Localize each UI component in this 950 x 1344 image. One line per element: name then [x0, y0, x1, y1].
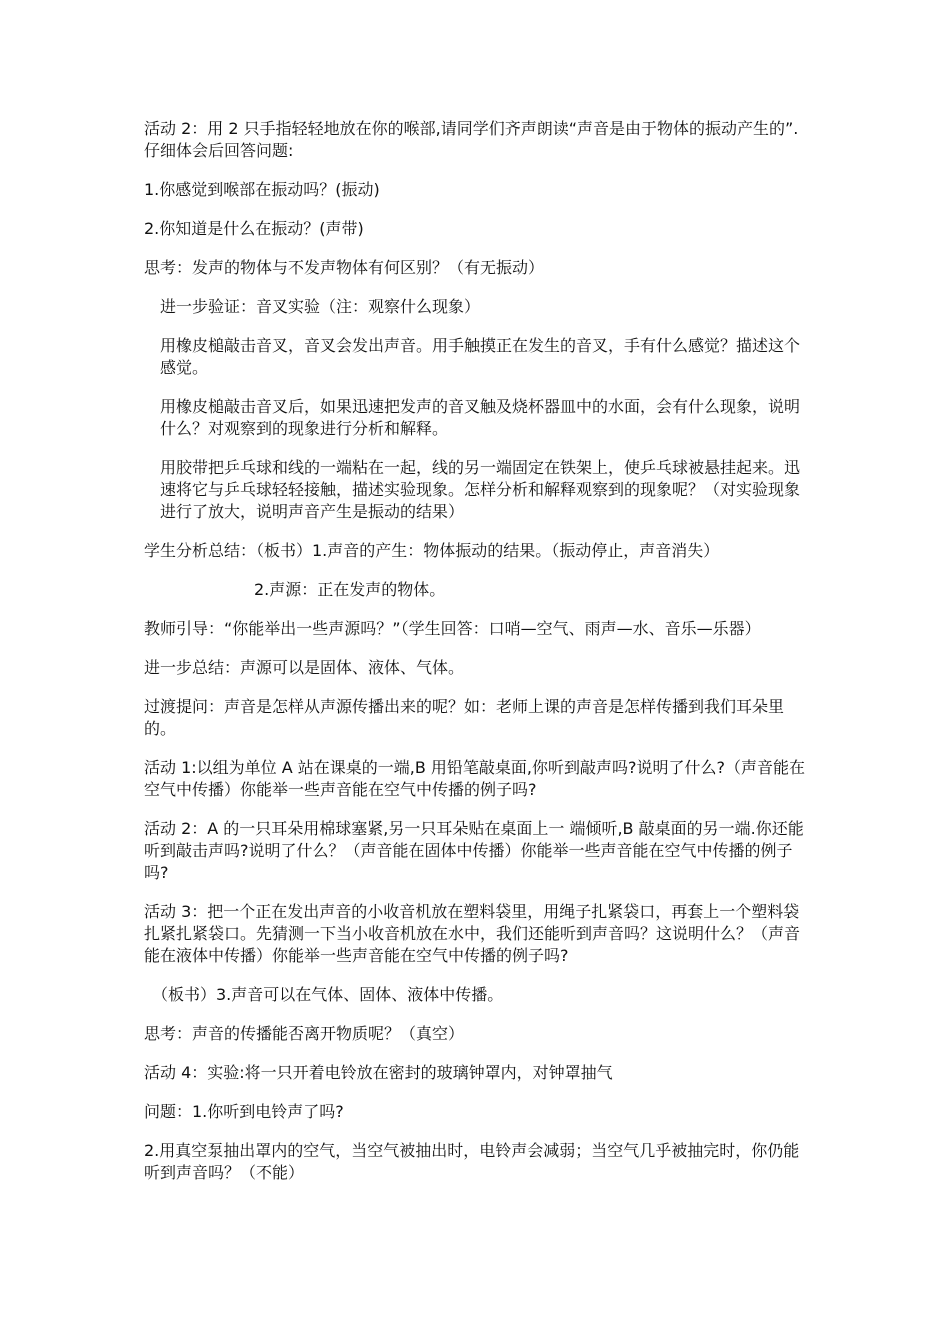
- paragraph-further-summary: 进一步总结：声源可以是固体、液体、气体。: [144, 658, 465, 677]
- paragraph-tuning-fork-water: 用橡皮槌敲击音叉后，如果迅速把发声的音叉触及烧杯器皿中的水面，会有什么现象，说明什么？对观察到的现象进行分析和解释。: [160, 397, 801, 438]
- paragraph-activity-2-intro: 活动 2：用 2 只手指轻轻地放在你的喉部,请同学们齐声朗读“声音是由于物体的振动产生的”.仔细体会后回答问题:: [144, 119, 799, 160]
- paragraph-teacher-guide: 教师引导：“你能举出一些声源吗？”（学生回答：口哨—空气、雨声—水、音乐—乐器）: [144, 619, 761, 638]
- paragraph-think-difference: 思考：发声的物体与不发声物体有何区别？（有无振动）: [144, 258, 545, 277]
- paragraph-activity-3-liquid: 活动 3：把一个正在发出声音的小收音机放在塑料袋里，用绳子扎紧袋口，再套上一个塑料袋扎紧扎紧袋口。先猜测一下当小收音机放在水中，我们还能听到声音吗？这说明什么？（声音能在液体中传播）你能举一些声音能在空气中传播的例子吗?: [144, 902, 801, 965]
- paragraph-question-2: 2.你知道是什么在振动？(声带): [144, 219, 364, 238]
- paragraph-tuning-fork-verify: 进一步验证：音叉实验（注：观察什么现象）: [160, 297, 481, 316]
- paragraph-tuning-fork-touch: 用橡皮槌敲击音叉，音叉会发出声音。用手触摸正在发生的音叉，手有什么感觉？描述这个感觉。: [160, 336, 801, 377]
- paragraph-activity-4-bell: 活动 4：实验:将一只开着电铃放在密封的玻璃钟罩内，对钟罩抽气: [144, 1063, 613, 1082]
- paragraph-problem-2: 2.用真空泵抽出罩内的空气，当空气被抽出时，电铃声会减弱；当空气几乎被抽完时，你仍能听到声音吗？（不能）: [144, 1141, 800, 1182]
- paragraph-student-summary: 学生分析总结：（板书）1.声音的产生：物体振动的结果。（振动停止，声音消失）: [144, 541, 720, 560]
- paragraph-board-note-3: （板书）3.声音可以在气体、固体、液体中传播。: [152, 985, 504, 1004]
- paragraph-problem-1: 问题：1.你听到电铃声了吗?: [144, 1102, 344, 1121]
- paragraph-ping-pong-experiment: 用胶带把乒乓球和线的一端粘在一起，线的另一端固定在铁架上，使乒乓球被悬挂起来。迅速将它与乒乓球轻轻接触，描述实验现象。怎样分析和解释观察到的现象呢？（对实验现象进行了放大，说明声音产生是振动的结果）: [160, 458, 801, 521]
- paragraph-transition-question: 过渡提问：声音是怎样从声源传播出来的呢？如：老师上课的声音是怎样传播到我们耳朵里的。: [144, 697, 785, 738]
- paragraph-activity-2-solid: 活动 2：A 的一只耳朵用棉球塞紧,另一只耳朵贴在桌面上一 端倾听,B 敲桌面的另一端.你还能听到敲击声吗?说明了什么？（声音能在固体中传播）你能举一些声音能在空气中传播的例子吗?: [144, 819, 804, 882]
- paragraph-question-1: 1.你感觉到喉部在振动吗？(振动): [144, 180, 380, 199]
- paragraph-sound-source-definition: 2.声源：正在发声的物体。: [254, 580, 446, 599]
- document-body: [144, 118, 812, 1201]
- paragraph-activity-1-air: 活动 1:以组为单位 A 站在课桌的一端,B 用铅笔敲桌面,你听到敲声吗?说明了什么?（声音能在空气中传播）你能举一些声音能在空气中传播的例子吗?: [144, 758, 805, 799]
- paragraph-think-vacuum: 思考：声音的传播能否离开物质呢？（真空）: [144, 1024, 465, 1043]
